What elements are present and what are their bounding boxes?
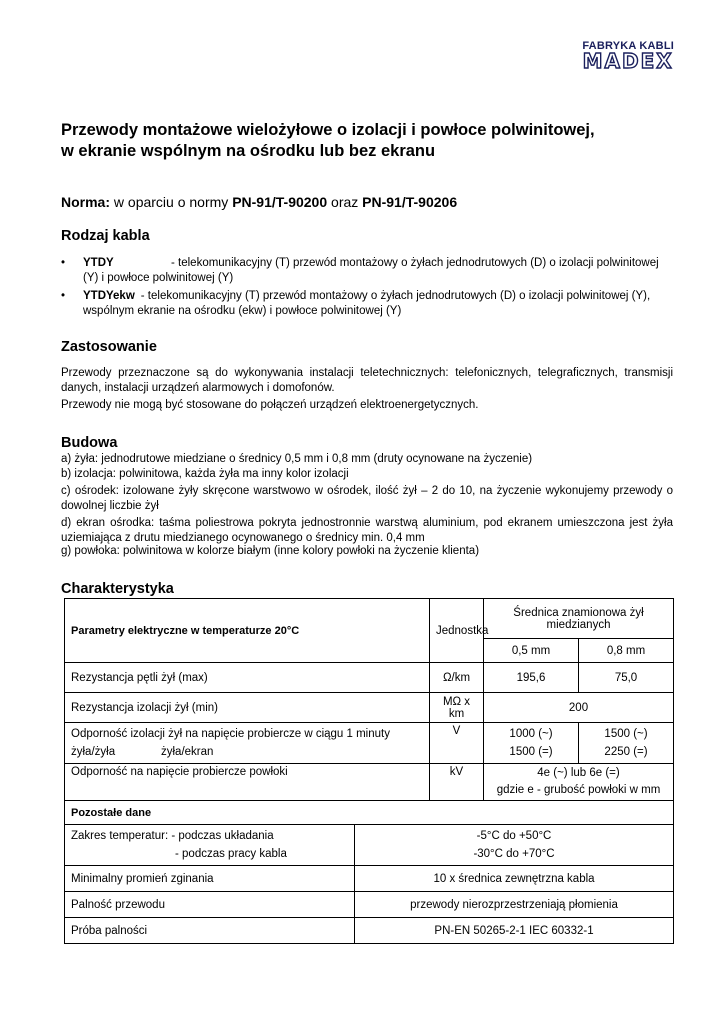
row-name: Rezystancja izolacji żył (min) <box>65 693 430 723</box>
header-parameters: Parametry elektryczne w temperaturze 20°C <box>65 599 430 663</box>
row-unit: MΩ x km <box>430 693 484 723</box>
value-line-1: 4e (~) lub 6e (=) <box>537 767 620 779</box>
list-item <box>61 289 676 319</box>
section-pozostale-dane: Pozostałe dane <box>65 801 674 825</box>
budowa-item-d: d) ekran ośrodka: taśma poliestrowa pokryta jednostronnie warstwą aluminium, pod ekranem umieszczona jest żyła uziemiająca z drutu miedzianego ocynowanego o średnicy min. 0,4 mm <box>61 517 673 544</box>
row-name-line-1: Zakres temperatur: - podczas układania <box>71 830 274 842</box>
list-item <box>61 256 676 286</box>
cable-code: YTDY <box>83 257 114 269</box>
row-unit: V <box>430 723 484 764</box>
value-ac: 1500 (~) <box>604 728 648 740</box>
row-unit: Ω/km <box>430 663 484 693</box>
charakterystyka-heading: Charakterystyka <box>61 581 174 597</box>
zastosowanie-heading: Zastosowanie <box>61 339 157 355</box>
budowa-heading: Budowa <box>61 435 118 451</box>
norma-standard-1: PN-91/T-90200 <box>232 194 328 210</box>
row-name <box>65 825 355 866</box>
row-name: Minimalny promień zginania <box>65 866 355 892</box>
row-name-line-1: Odporność izolacji żył na napięcie probiercze w ciągu 1 minuty <box>71 728 390 740</box>
budowa-item-a: a) żyła: jednodrutowe miedziane o średnicy 0,5 mm i 0,8 mm (druty ocynowane na życzenie) <box>61 453 533 465</box>
rodzaj-heading: Rodzaj kabla <box>61 228 150 244</box>
table-row <box>65 693 674 723</box>
budowa-item-b: b) izolacja: polwinitowa, każda żyła ma inny kolor izolacji <box>61 468 349 480</box>
norma-text-2: oraz <box>327 194 363 210</box>
table-row <box>65 764 674 801</box>
table-section-row <box>65 801 674 825</box>
table-row <box>65 866 674 892</box>
value-ac: 1000 (~) <box>509 728 553 740</box>
row-value: 10 x średnica zewnętrzna kabla <box>355 866 674 892</box>
cable-description: - telekomunikacyjny (T) przewód montażowy o żyłach jednodrutowych (D) o izolacji polwinitowej (Y) i powłoce polwinitowej (Y) <box>83 257 659 284</box>
rodzaj-list <box>61 256 676 322</box>
table-row <box>65 663 674 693</box>
table-row <box>65 723 674 764</box>
header-diameter: Średnica znamionowa żył miedzianych <box>484 599 674 639</box>
row-value: PN-EN 50265-2-1 IEC 60332-1 <box>355 918 674 944</box>
value-dc: 1500 (=) <box>509 746 553 758</box>
row-value-1: 195,6 <box>484 663 579 693</box>
table-row <box>65 825 674 866</box>
row-value <box>355 825 674 866</box>
row-unit: kV <box>430 764 484 801</box>
document-title <box>61 120 681 162</box>
row-value <box>484 764 674 801</box>
logo-main-text: MADEX <box>582 49 674 73</box>
bullet-icon: • <box>61 257 66 269</box>
row-name-line-2: - podczas pracy kabla <box>175 848 287 860</box>
row-name-part-b: żyła/ekran <box>161 746 214 758</box>
budowa-item-g: g) powłoka: polwinitowa w kolorze białym (inne kolory powłoki na życzenie klienta) <box>61 545 480 557</box>
bullet-icon: • <box>61 290 66 302</box>
logo-top-text: FABRYKA KABLI <box>582 40 674 52</box>
norma-line <box>61 194 457 210</box>
table-header-row <box>65 599 674 639</box>
value-line-1: -5°C do +50°C <box>476 830 552 842</box>
row-name: Odporność na napięcie probiercze powłoki <box>65 764 430 801</box>
norma-standard-2: PN-91/T-90206 <box>362 194 458 210</box>
row-value: 200 <box>484 693 674 723</box>
value-dc: 2250 (=) <box>604 746 648 758</box>
value-line-2: -30°C do +70°C <box>473 848 555 860</box>
row-value: przewody nierozprzestrzeniają płomienia <box>355 892 674 918</box>
table-row <box>65 918 674 944</box>
company-logo <box>582 40 674 73</box>
row-name <box>65 723 430 764</box>
row-name: Rezystancja pętli żył (max) <box>65 663 430 693</box>
header-unit: Jednostka <box>430 599 484 663</box>
row-name: Próba palności <box>65 918 355 944</box>
characteristics-table <box>64 598 674 944</box>
zastosowanie-paragraph-2: Przewody nie mogą być stosowane do połączeń urządzeń elektroenergetycznych. <box>61 399 479 411</box>
zastosowanie-paragraph-1: Przewody przeznaczone są do wykonywania instalacji teletechnicznych: telefonicznych, telegraficznych, transmisji danych, instalacji urządzeń alarmowych i domofonów. <box>61 367 673 394</box>
row-value-2: 75,0 <box>579 663 674 693</box>
cable-description: - telekomunikacyjny (T) przewód montażowy o żyłach jednodrutowych (D) o izolacji polwinitowej (Y), wspólnym ekranie na ośrodku (ekw) i powłoce polwinitowej (Y) <box>83 290 651 317</box>
norma-text-1: w oparciu o normy <box>110 194 233 210</box>
title-line-2: w ekranie wspólnym na ośrodku lub bez ekranu <box>61 142 436 160</box>
cable-code: YTDYekw <box>83 290 135 302</box>
row-name: Palność przewodu <box>65 892 355 918</box>
table-row <box>65 892 674 918</box>
norma-label: Norma: <box>61 194 111 210</box>
header-diameter-1: 0,5 mm <box>484 639 579 663</box>
title-line-1: Przewody montażowe wielożyłowe o izolacji i powłoce polwinitowej, <box>61 121 595 139</box>
budowa-item-c: c) ośrodek: izolowane żyły skręcone warstwowo w ośrodek, ilość żył – 2 do 10, na życzenie wykonujemy przewody o dowolnej liczbie żył <box>61 485 673 512</box>
row-name-part-a: żyła/żyła <box>71 746 116 758</box>
header-diameter-2: 0,8 mm <box>579 639 674 663</box>
row-value-1 <box>484 723 579 764</box>
value-line-2: gdzie e - grubość powłoki w mm <box>496 784 661 796</box>
row-value-2 <box>579 723 674 764</box>
